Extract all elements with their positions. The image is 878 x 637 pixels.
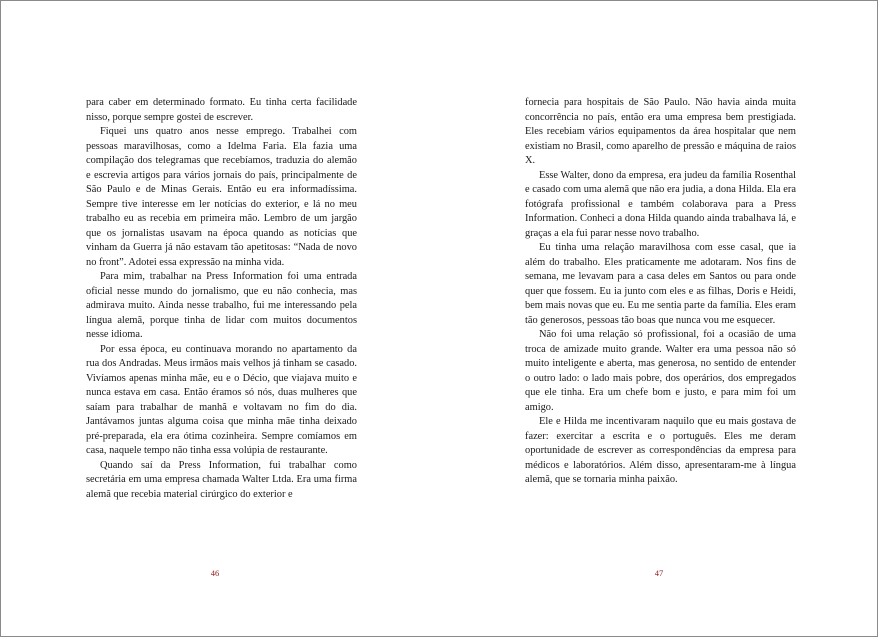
right-page-text	[525, 96, 796, 488]
paragraph: Para mim, trabalhar na Press Information foi uma entrada oficial nesse mundo do jornalismo, que eu não conhecia, mas admirava muito. Ainda nesse trabalho, fui me interessando pela língua alemã, porque tinha de lidar com muitos documentos nesse idioma.	[86, 271, 357, 340]
paragraph: Ele e Hilda me incentivaram naquilo que eu mais gostava de fazer: exercitar a escrita e o português. Eles me deram oportunidade de escrever as correspondências da empresa para médicos e laboratórios. Além disso, apresentaram-me à língua alemã, que se tornaria minha paixão.	[525, 416, 796, 485]
right-page	[439, 1, 877, 636]
paragraph: para caber em determinado formato. Eu tinha certa facilidade nisso, porque sempre gostei de escrever.	[86, 97, 357, 123]
paragraph: Esse Walter, dono da empresa, era judeu da família Rosenthal e casado com uma alemã que não era judia, a dona Hilda. Ela era fotógrafa profissional e também colaborava para a Press Information. Conheci a dona Hilda quando ainda trabalhava lá, e graças a ela fui parar nesse novo trabalho.	[525, 169, 796, 239]
left-page-text	[86, 96, 357, 502]
page-number: 47	[654, 568, 664, 578]
paragraph: fornecia para hospitais de São Paulo. Não havia ainda muita concorrência no país, então era uma empresa bem prestigiada. Eles recebiam vários equipamentos da área hospitalar que nem existiam no Brasil, como aparelho de pressão e máquina de raios X.	[525, 97, 796, 166]
left-page	[1, 1, 439, 636]
paragraph: Fiquei uns quatro anos nesse emprego. Trabalhei com pessoas maravilhosas, como a Idelma Faria. Ela fazia uma compilação dos telegramas que recebíamos, traduzia do alemão e escrevia artigos para vários jornais do país, principalmente de São Paulo e de Minas Gerais. Então eu era informadíssima. Sempre tive interesse em ler notícias do exterior, e lá no meu trabalho eu as recebia em primeira mão. Lembro de um jargão que os jornalistas usavam na época quando as notícias que vinham da Guerra já não estavam tão apetitosas: “Nada de novo no front”. Adotei essa expressão na minha vida.	[86, 126, 357, 268]
paragraph: Eu tinha uma relação maravilhosa com esse casal, que ia além do trabalho. Eles praticamente me adotaram. Nos fins de semana, me levavam para a casa deles em Santos ou para onde quer que fossem. Eu ia junto com eles e as filhas, Doris e Heidi, bem mais novas que eu. Eu me sentia parte da família. Eles eram tão generosos, pessoas tão boas que nunca vou me esquecer.	[525, 242, 796, 326]
paragraph: Quando saí da Press Information, fui trabalhar como secretária em uma empresa chamada Walter Ltda. Era uma firma alemã que recebia material cirúrgico do exterior e	[86, 459, 357, 500]
paragraph: Por essa época, eu continuava morando no apartamento da rua dos Andradas. Meus irmãos mais velhos já tinham se casado. Vivíamos apenas minha mãe, eu e o Décio, que viajava muito e nunca estava em casa. Então éramos só nós, duas mulheres que saíam para trabalhar de manhã e voltavam no fim do dia. Jantávamos juntas alguma coisa que minha mãe tinha deixado pré-preparada, ela era ótima cozinheira. Sempre comíamos em casa, naquele tempo não tinha essa volúpia de restaurante.	[86, 343, 357, 456]
paragraph: Não foi uma relação só profissional, foi a ocasião de uma troca de amizade muito grande. Walter era uma pessoa não só muito inteligente e aberta, mas generosa, no sentido de entender o outro lado: o lado mais pobre, dos operários, dos empregados que ele tinha. Era um chefe bom e justo, e para mim foi um amigo.	[525, 329, 796, 413]
page-number: 46	[210, 568, 220, 578]
